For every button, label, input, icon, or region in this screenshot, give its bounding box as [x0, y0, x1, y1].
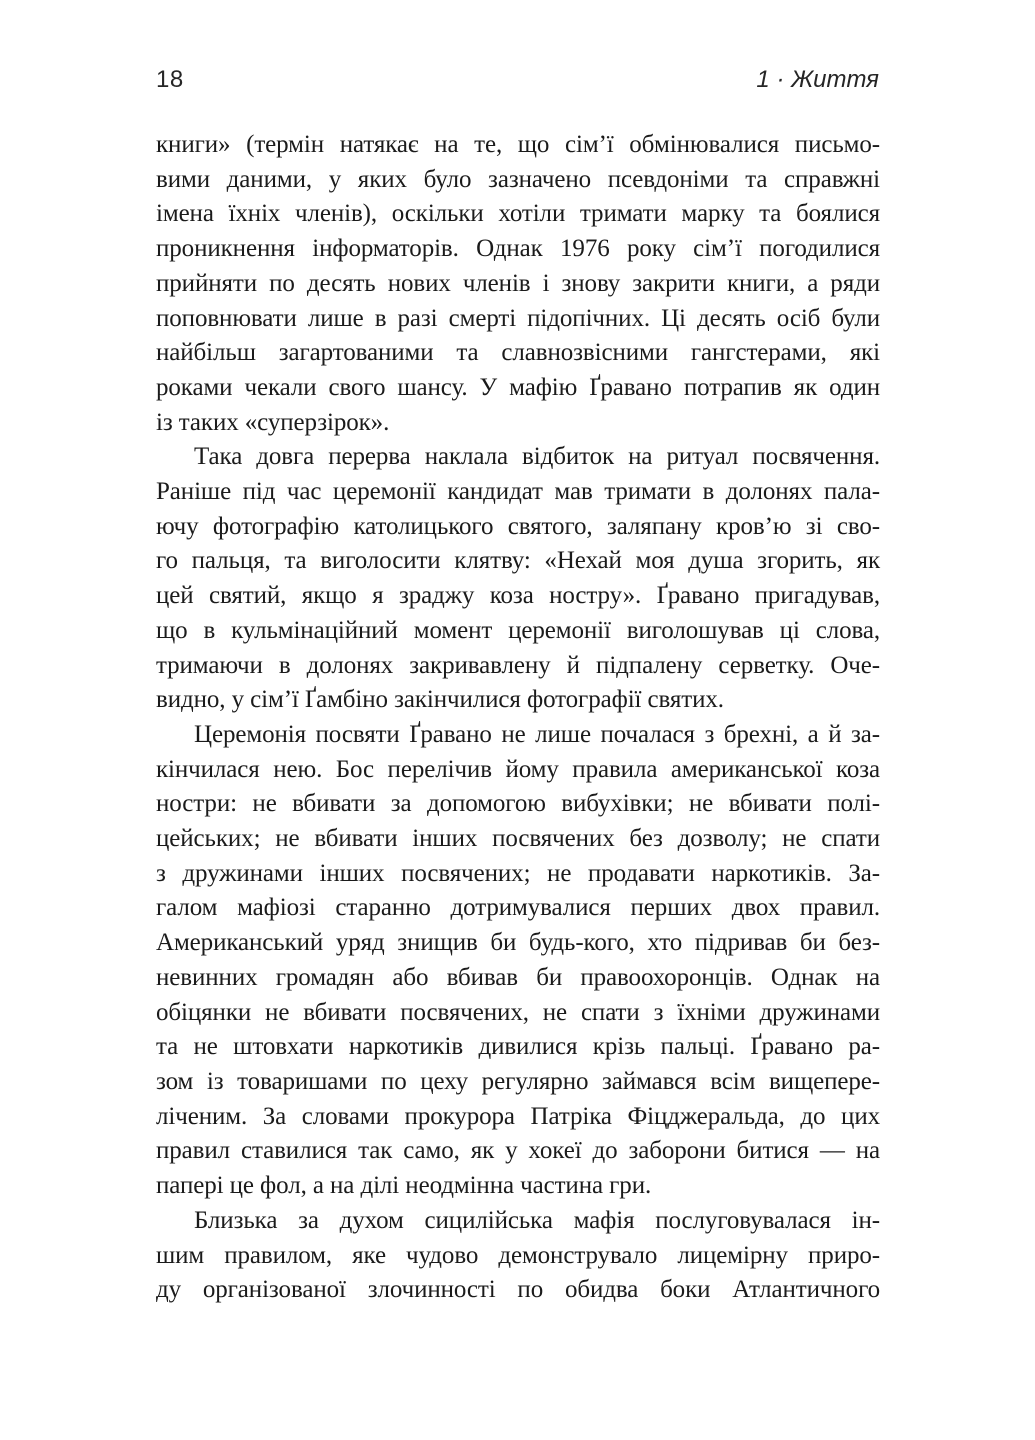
text-line: правил ставилися так само, як у хокеї до заборони битися — на [156, 1137, 880, 1165]
text-line: поповнювати лише в разі смерті підопічних. Ці десять осіб були [156, 304, 880, 332]
text-line: ючу фотографію католицького святого, заляпану кров’ю зі сво- [156, 512, 880, 540]
text-line: вими даними, у яких було зазначено псевдоніми та справжні [156, 165, 880, 193]
text-line: що в кульмінаційний момент церемонії виголошував ці слова, [156, 616, 880, 644]
text-line: ду організованої злочинності по обидва боки Атлантичного [156, 1276, 880, 1304]
text-line: з дружинами інших посвячених; не продавати наркотиків. За- [156, 859, 880, 887]
text-line: тримаючи в долонях закривавлену й підпалену серветку. Оче- [156, 651, 880, 679]
text-line: Церемонія посвяти Ґравано не лише почалася з брехні, а й за- [194, 720, 880, 748]
text-line: Близька за духом сицилійська мафія послуговувалася ін- [194, 1206, 880, 1234]
text-line: імена їхніх членів), оскільки хотіли тримати марку та боялися [156, 200, 880, 228]
paragraph [156, 1204, 880, 1308]
text-line: роками чекали свого шансу. У мафію Ґравано потрапив як один [156, 373, 880, 401]
text-line: го пальця, та виголосити клятву: «Нехай моя душа згорить, як [156, 547, 880, 575]
paragraph [156, 718, 880, 1204]
body-text [156, 128, 880, 1308]
page-header [156, 66, 879, 94]
text-line: галом мафіозі старанно дотримувалися перших двох правил. [156, 894, 880, 922]
page-number: 18 [156, 66, 184, 93]
text-line: кінчилася нею. Бос перелічив йому правила американської коза [156, 755, 880, 783]
text-line: цейських; не вбивати інших посвячених без дозволу; не спати [156, 825, 880, 853]
text-line: видно, у сім’ї Ґамбіно закінчилися фотографії святих. [156, 686, 724, 714]
text-line: папері це фол, а на ділі неодмінна частина гри. [156, 1172, 652, 1200]
text-line: шим правилом, яке чудово демонструвало лицемірну приро- [156, 1241, 880, 1269]
paragraph [156, 128, 880, 440]
text-line: Така довга перерва наклала відбиток на ритуал посвячення. [194, 443, 880, 471]
text-line: зом із товаришами по цеху регулярно займався всім вищепере- [156, 1067, 880, 1095]
text-line: прийняти по десять нових членів і знову закрити книги, а ряди [156, 269, 880, 297]
text-line: цей святий, якщо я зраджу коза ностру». Ґравано пригадував, [156, 582, 880, 610]
text-line: обіцянки не вбивати посвячених, не спати з їхніми дружинами [156, 998, 880, 1026]
text-line: ліченим. За словами прокурора Патріка Фіцджеральда, до цих [156, 1102, 880, 1130]
text-line: Американський уряд знищив би будь-кого, хто підривав би без- [156, 929, 880, 957]
text-line: Раніше під час церемонії кандидат мав тримати в долонях пала- [156, 478, 880, 506]
text-line: із таких «суперзірок». [156, 408, 390, 436]
text-line: проникнення інформаторів. Однак 1976 року сім’ї погодилися [156, 235, 880, 263]
text-line: книги» (термін натякає на те, що сім’ї обмінювалися письмо- [156, 131, 880, 158]
text-line: та не штовхати наркотиків дивилися крізь пальці. Ґравано ра- [156, 1033, 880, 1061]
running-head-chapter: 1 · Життя [756, 66, 879, 93]
text-line: найбільш загартованими та славнозвісними гангстерами, які [156, 339, 880, 367]
text-line: невинних громадян або вбивав би правоохоронців. Однак на [156, 963, 880, 991]
paragraph [156, 440, 880, 718]
text-line: ностри: не вбивати за допомогою вибухівки; не вбивати полі- [156, 790, 880, 818]
